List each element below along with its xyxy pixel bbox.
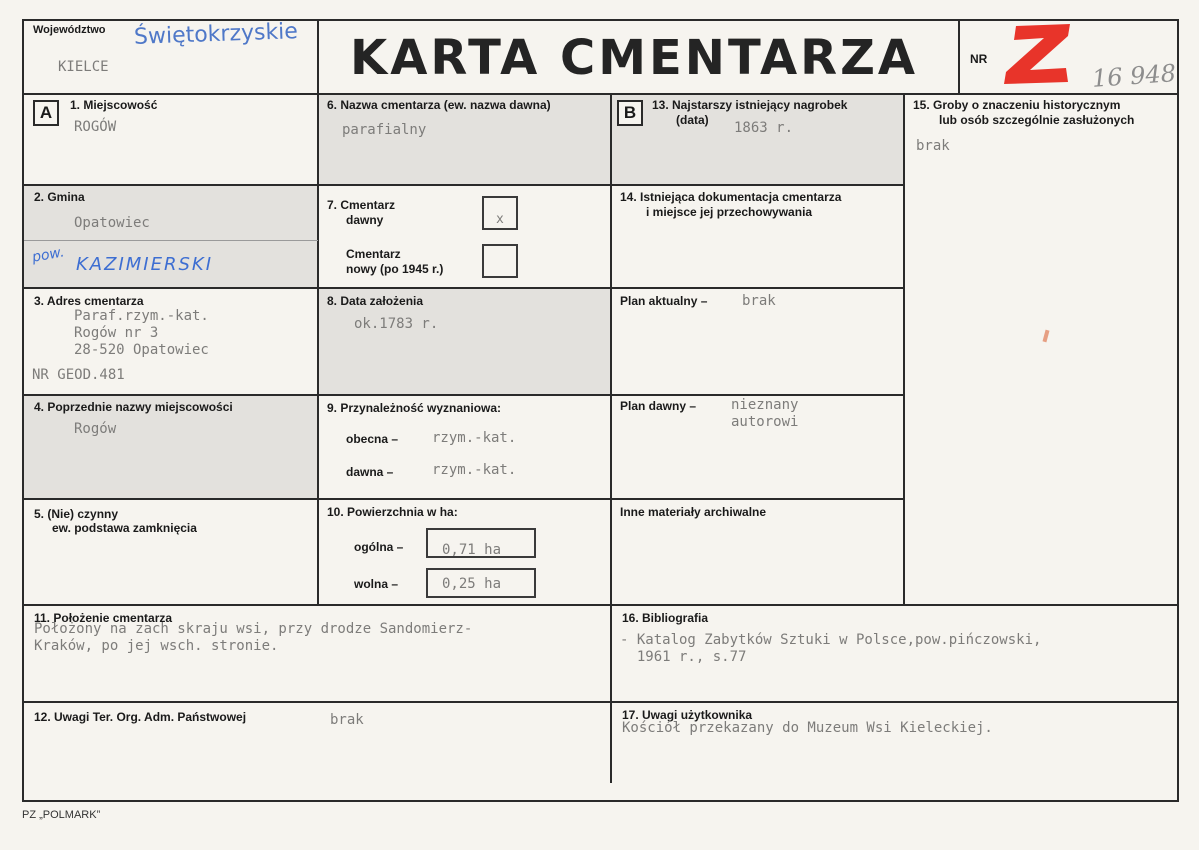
f3-line2: Rogów nr 3 [74,325,159,341]
f5-label: 5. (Nie) czynny [34,507,119,521]
f1-value: ROGÓW [74,119,117,135]
nr-handwritten: 16 948 [1091,59,1177,93]
wojewodztwo-typed: KIELCE [58,59,109,75]
line-row6 [22,701,1179,703]
f5-label-2: ew. podstawa zamknięcia [52,521,197,535]
f7-nowy-checkbox[interactable] [482,244,518,278]
plan-aktualny-label: Plan aktualny – [620,294,708,308]
f15-label-2: lub osób szczególnie zasłużonych [939,113,1135,127]
f10-wolna-value: 0,25 ha [442,576,502,592]
line-v1 [317,19,319,606]
f12-label: 12. Uwagi Ter. Org. Adm. Państwowej [34,710,247,724]
f6-value: parafialny [342,122,427,138]
f3-label: 3. Adres cmentarza [34,294,144,308]
f2-pow-value: KAZIMIERSKI [76,254,214,275]
plan-dawny-value: nieznany [731,397,799,413]
f15-value: brak [916,138,950,154]
f10-wolna-label: wolna – [354,577,399,591]
f16-value-2: 1961 r., s.77 [620,649,747,665]
plan-dawny-value-2: autorowi [731,414,799,430]
f1-label: 1. Miejscowość [70,98,158,112]
f10-ogolna-value: 0,71 ha [442,542,502,558]
line-row4 [22,498,904,500]
f10-label: 10. Powierzchnia w ha: [327,505,458,519]
red-z-stamp-icon [998,18,1078,88]
f15-label: 15. Groby o znaczeniu historycznym [913,98,1121,112]
f9-dawna-label: dawna – [346,465,394,479]
f13-value: 1863 r. [734,120,794,136]
nr-label: NR [970,52,988,66]
f7-nowy-label: Cmentarz [346,247,401,261]
f17-value: Kościół przekazany do Muzeum Wsi Kieleckiej. [622,720,993,736]
f7-label: 7. Cmentarz [327,198,396,212]
plan-dawny-label: Plan dawny – [620,399,697,413]
section-a-box: A [33,100,59,126]
f9-label: 9. Przynależność wyznaniowa: [327,401,502,415]
line-v-nr [958,19,960,95]
f14-label: 14. Istniejąca dokumentacja cmentarza [620,190,842,204]
f16-label: 16. Bibliografia [622,611,709,625]
f11-label: 11. Położenie cmentarza [34,611,173,625]
plan-aktualny-value: brak [742,293,776,309]
f9-dawna-value: rzym.-kat. [432,462,517,478]
wojewodztwo-label: Województwo [33,24,106,36]
f2-value: Opatowiec [74,215,150,231]
f10-ogolna-label: ogólna – [354,540,404,554]
f11-value: Położony na zach skraju wsi, przy drodze Sandomierz- [34,621,473,637]
line-row5 [22,604,1179,606]
f13-label-2: (data) [676,113,709,127]
f13-label: 13. Najstarszy istniejący nagrobek [652,98,848,112]
f7-dawny-label: dawny [346,213,384,227]
f10-ogolna-box [426,528,536,558]
line-row2 [22,287,904,289]
f8-label: 8. Data założenia [327,294,424,308]
f9-obecna-label: obecna – [346,432,399,446]
section-b-box: B [617,100,643,126]
f7-dawny-mark: x [496,212,504,227]
line-header [22,93,1179,95]
f12-value: brak [330,712,364,728]
f3-line1: Paraf.rzym.-kat. [74,308,209,324]
f7-dawny-checkbox[interactable] [482,196,518,230]
printer-mark: PZ „POLMARK” [22,809,101,821]
f2-pow-prefix: pow. [30,244,66,266]
f3-geod: NR GEOD.481 [32,367,125,383]
f14-label-2: i miejsce jej przechowywania [646,205,813,219]
f17-label: 17. Uwagi użytkownika [622,708,753,722]
f9-obecna-value: rzym.-kat. [432,430,517,446]
f16-value: - Katalog Zabytków Sztuki w Polsce,pow.pińczowski, [620,632,1042,648]
f2-divider [24,240,318,241]
line-row1 [22,184,904,186]
f3-line3: 28-520 Opatowiec [74,342,209,358]
wojewodztwo-stamp: Świętokrzyskie [133,19,299,50]
f2-label: 2. Gmina [34,190,85,204]
line-v2 [610,93,612,783]
line-v3 [903,93,905,606]
f4-value: Rogów [74,421,117,437]
f4-label: 4. Poprzednie nazwy miejscowości [34,400,233,414]
f8-value: ok.1783 r. [354,316,439,332]
f10-wolna-box [426,568,536,598]
page-title: KARTA CMENTARZA [350,30,919,86]
f11-value-2: Kraków, po jej wsch. stronie. [34,638,279,654]
f7-nowy-label-2: nowy (po 1945 r.) [346,262,444,276]
f6-label: 6. Nazwa cmentarza (ew. nazwa dawna) [327,98,551,112]
inne-materialy-label: Inne materiały archiwalne [620,505,767,519]
